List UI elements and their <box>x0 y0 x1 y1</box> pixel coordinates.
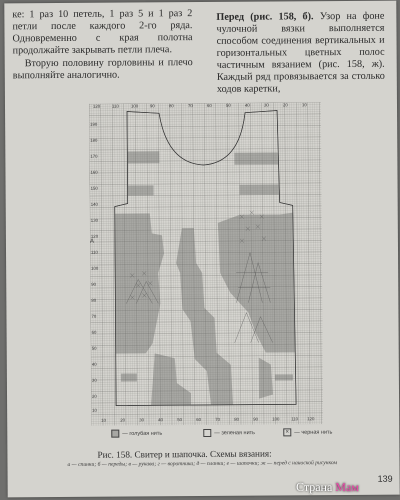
left-tick-11: 90 <box>91 281 97 287</box>
top-tick-12: 10 <box>301 102 307 108</box>
left-paragraph-1: ке: 1 раз 10 петель, 1 раз 5 и 1 раз 2 петли после каждого 2-го ряда. Одновременно с края полотна продолжайте закрывать петли плеча. <box>12 8 193 57</box>
left-tick-2: 180 <box>90 137 98 143</box>
watermark-text-2: Мам <box>335 480 359 495</box>
bottom-tick-11: 110 <box>291 416 299 422</box>
left-tick-13: 70 <box>91 313 97 319</box>
left-tick-14: 60 <box>91 329 97 335</box>
figure-subcaption: а — спинки; б — переды; в — рукава; г — воротника; д — планки; е — шапочки; ж — перед с наноской рисунком <box>67 460 338 468</box>
left-tick-16: 40 <box>91 361 97 367</box>
watermark <box>296 480 359 495</box>
watermark-text-1: Страна <box>295 479 336 495</box>
left-tick-15: 50 <box>91 345 97 351</box>
legend-label-1: — голубая нить <box>122 430 163 438</box>
bottom-tick-1: 10 <box>101 417 106 423</box>
legend-label-2: — зеленая нить <box>214 430 256 437</box>
bottom-tick-10: 100 <box>272 416 280 422</box>
bottom-tick-2: 20 <box>120 417 125 423</box>
top-tick-7: 60 <box>206 102 212 108</box>
left-tick-9: 110 <box>91 249 98 255</box>
top-tick-3: 100 <box>130 103 139 109</box>
left-tick-4: 160 <box>90 169 98 175</box>
bottom-tick-8: 80 <box>234 416 239 422</box>
bottom-tick-5: 50 <box>177 417 182 423</box>
top-tick-5: 80 <box>168 103 174 109</box>
bottom-tick-3: 30 <box>139 417 144 423</box>
knitting-chart <box>89 102 323 426</box>
left-tick-6: 140 <box>90 201 98 207</box>
top-tick-6: 70 <box>187 103 193 109</box>
left-tick-19: 10 <box>92 407 97 413</box>
bottom-tick-7: 70 <box>215 416 220 422</box>
left-tick-12: 80 <box>91 297 97 303</box>
side-label-a: A <box>89 238 94 245</box>
left-tick-1: 190 <box>90 121 98 127</box>
legend-label-3: — черная нить <box>294 429 333 436</box>
legend-swatch-1 <box>111 430 119 438</box>
left-tick-5: 150 <box>90 185 98 191</box>
left-tick-10: 100 <box>91 265 99 271</box>
legend-item-3 <box>283 428 332 436</box>
bottom-tick-4: 40 <box>158 417 163 423</box>
book-page <box>4 1 399 498</box>
legend-swatch-2 <box>203 429 211 437</box>
bottom-tick-6: 60 <box>196 417 201 423</box>
top-tick-9: 40 <box>244 102 250 108</box>
figure-caption: Рис. 158. Свитер и шапочка. Схемы вязания: <box>97 448 272 460</box>
left-text-column <box>12 8 193 83</box>
legend-item-1 <box>111 429 162 437</box>
page-number: 139 <box>377 473 393 484</box>
legend-item-2 <box>203 429 255 437</box>
bottom-tick-9: 90 <box>253 416 258 422</box>
top-tick-1: 120 <box>92 103 101 109</box>
left-tick-17: 30 <box>91 377 97 383</box>
front-heading: Перед (рис. 158, б). <box>216 11 314 23</box>
bottom-tick-12: 120 <box>307 416 315 422</box>
top-tick-2: 110 <box>111 103 119 109</box>
front-text: Узор на фоне чулочной вязки выполняется способом соединения вертикальных и горизонтальных цветных полос частичным вязанием (рис. 158, ж). Каждый ряд провязывается за столько ходов каретки, <box>216 10 385 95</box>
right-text-column <box>216 11 385 97</box>
left-tick-8: 120 <box>90 233 99 239</box>
left-tick-3: 170 <box>90 153 98 159</box>
top-tick-8: 50 <box>225 102 231 108</box>
top-tick-4: 90 <box>149 103 155 109</box>
left-tick-7: 130 <box>90 217 98 223</box>
left-paragraph-2: Вторую половину горловины и плечо выполняйте аналогично. <box>12 57 193 82</box>
legend-swatch-3: × <box>283 428 291 436</box>
left-tick-18: 20 <box>92 393 97 399</box>
right-paragraph <box>216 11 385 96</box>
top-tick-11: 20 <box>282 102 288 108</box>
top-tick-10: 30 <box>263 102 269 108</box>
